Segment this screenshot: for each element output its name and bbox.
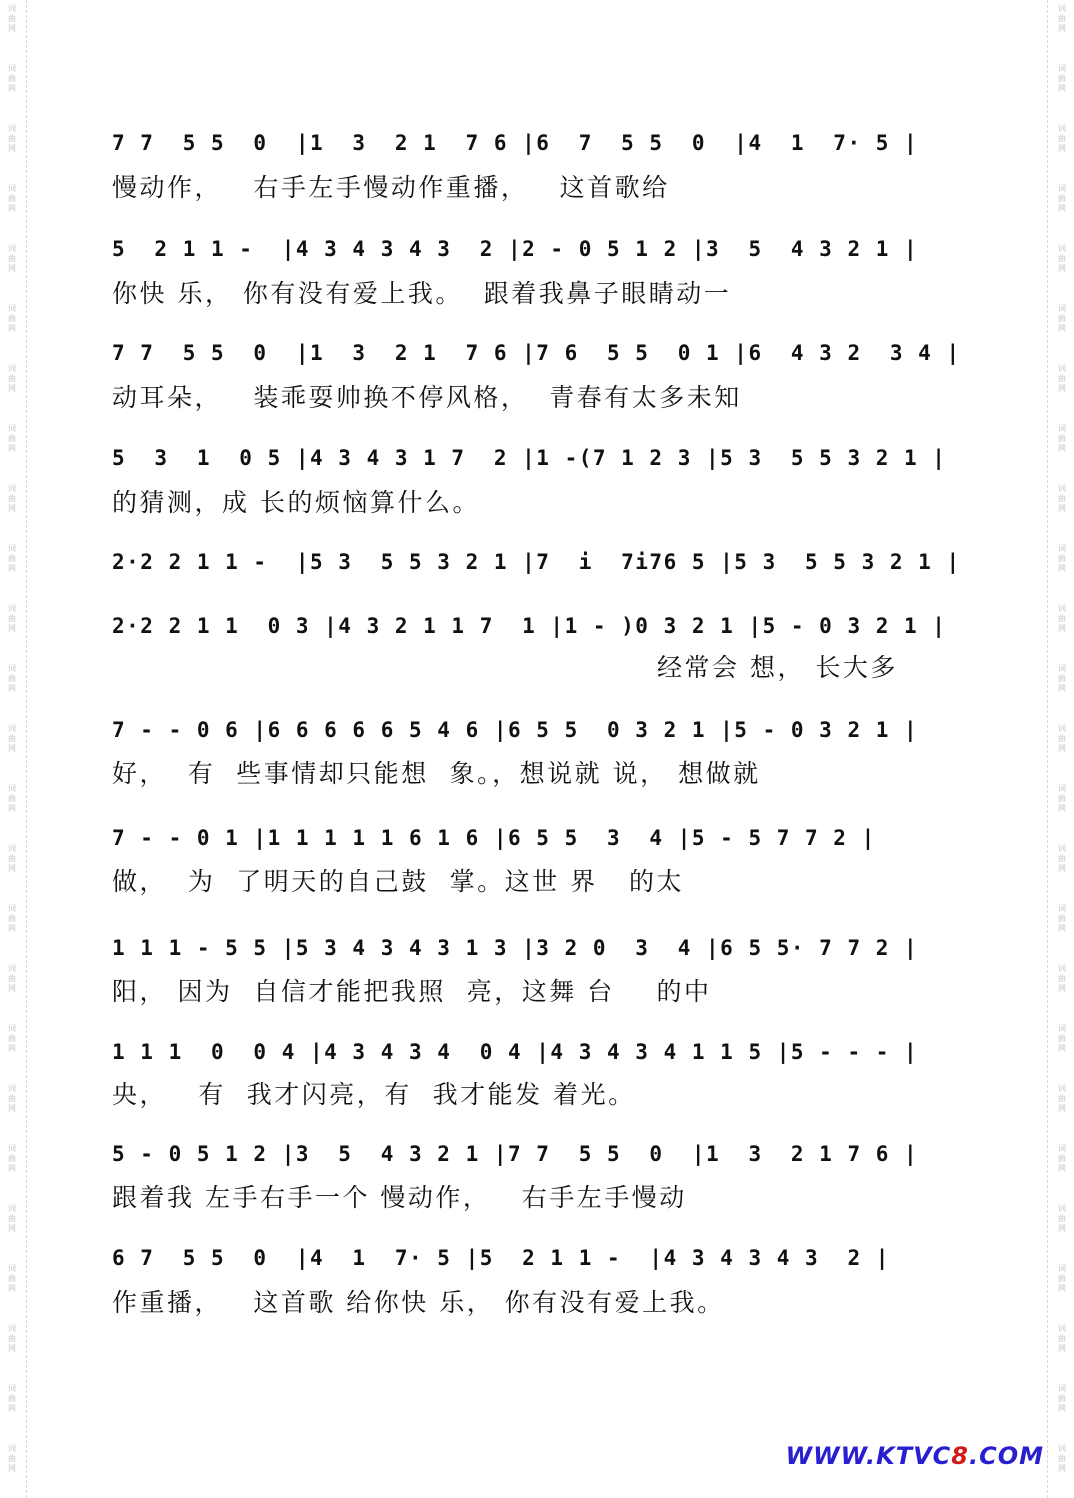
lyric-line: 慢动作， 右手左手慢动作重播， 这首歌给 (112, 173, 670, 202)
margin-watermark: 词 曲 网 (8, 1144, 16, 1173)
margin-watermark: 词 曲 网 (1058, 1384, 1066, 1413)
margin-watermark: 词 曲 网 (8, 304, 16, 333)
notation-line: 2·2 2 1 1 - |5 3 5 5 3 2 1 |7 i 7i76 5 |5 3 5 5 3 2 1 | (112, 550, 961, 574)
lyric-line: 做， 为 了明天的自己鼓 掌。这世 界 的太 (112, 867, 684, 896)
margin-watermark: 词 曲 网 (1058, 724, 1066, 753)
margin-watermark: 词 曲 网 (8, 904, 16, 933)
margin-watermark: 词 曲 网 (1058, 1204, 1066, 1233)
lyric-line: 跟着我 左手右手一个 慢动作， 右手左手慢动 (112, 1183, 687, 1212)
margin-watermark: 词 曲 网 (1058, 1324, 1066, 1353)
margin-watermark: 词 曲 网 (1058, 604, 1066, 633)
margin-watermark: 词 曲 网 (8, 364, 16, 393)
lyric-line: 动耳朵， 装乖耍帅换不停风格， 青春有太多未知 (112, 383, 742, 412)
notation-line: 2·2 2 1 1 0 3 |4 3 2 1 1 7 1 |1 - )0 3 2 1 |5 - 0 3 2 1 | (112, 614, 947, 638)
notation-line: 1 1 1 0 0 4 |4 3 4 3 4 0 4 |4 3 4 3 4 1 1 5 |5 - - - | (112, 1040, 919, 1064)
margin-watermark: 词 曲 网 (8, 184, 16, 213)
margin-watermark: 词 曲 网 (8, 1204, 16, 1233)
notation-line: 5 2 1 1 - |4 3 4 3 4 3 2 |2 - 0 5 1 2 |3 5 4 3 2 1 | (112, 237, 919, 261)
margin-watermark: 词 曲 网 (8, 724, 16, 753)
lyric-line: 好， 有 些事情却只能想 象。，想说就 说， 想做就 (112, 759, 761, 788)
margin-watermark: 词 曲 网 (8, 964, 16, 993)
site-watermark (786, 1442, 1044, 1470)
lyric-line: 经常会 想， 长大多 (657, 653, 898, 682)
margin-watermark: 词 曲 网 (8, 484, 16, 513)
margin-watermark: 词 曲 网 (8, 844, 16, 873)
margin-watermark: 词 曲 网 (1058, 1144, 1066, 1173)
margin-watermark: 词 曲 网 (1058, 304, 1066, 333)
margin-watermark: 词 曲 网 (8, 424, 16, 453)
lyric-line: 的猜测，成 长的烦恼算什么。 (112, 488, 480, 517)
margin-watermark: 词 曲 网 (1058, 664, 1066, 693)
notation-line: 5 3 1 0 5 |4 3 4 3 1 7 2 |1 -(7 1 2 3 |5 3 5 5 3 2 1 | (112, 446, 947, 470)
site-prefix: WWW.KTVC (785, 1442, 952, 1470)
margin-watermark: 词 曲 网 (1058, 1264, 1066, 1293)
margin-watermark: 词 曲 网 (1058, 964, 1066, 993)
margin-watermark: 词 曲 网 (1058, 244, 1066, 273)
lyric-line: 你快 乐， 你有没有爱上我。 跟着我鼻子眼睛动一 (112, 279, 732, 308)
notation-line: 5 - 0 5 1 2 |3 5 4 3 2 1 |7 7 5 5 0 |1 3 2 1 7 6 | (112, 1142, 919, 1166)
site-suffix: .COM (968, 1442, 1044, 1470)
margin-watermark: 词 曲 网 (8, 544, 16, 573)
margin-watermark: 词 曲 网 (8, 784, 16, 813)
margin-watermark: 词 曲 网 (8, 1024, 16, 1053)
margin-watermark: 词 曲 网 (1058, 1024, 1066, 1053)
margin-watermark: 词 曲 网 (8, 1384, 16, 1413)
notation-line: 7 7 5 5 0 |1 3 2 1 7 6 |7 6 5 5 0 1 |6 4 3 2 3 4 | (112, 341, 961, 365)
margin-watermark: 词 曲 网 (8, 4, 16, 33)
lyric-line: 作重播， 这首歌 给你快 乐， 你有没有爱上我。 (112, 1288, 725, 1317)
notation-line: 7 - - 0 6 |6 6 6 6 6 5 4 6 |6 5 5 0 3 2 1 |5 - 0 3 2 1 | (112, 718, 919, 742)
margin-watermark: 词 曲 网 (1058, 364, 1066, 393)
margin-watermark: 词 曲 网 (1058, 124, 1066, 153)
lyric-line: 阳， 因为 自信才能把我照 亮，这舞 台 的中 (112, 977, 712, 1006)
margin-watermark: 词 曲 网 (8, 1264, 16, 1293)
margin-watermark: 词 曲 网 (1058, 1084, 1066, 1113)
margin-watermark: 词 曲 网 (1058, 424, 1066, 453)
notation-line: 7 - - 0 1 |1 1 1 1 1 6 1 6 |6 5 5 3 4 |5 - 5 7 7 2 | (112, 826, 876, 850)
notation-line: 7 7 5 5 0 |1 3 2 1 7 6 |6 7 5 5 0 |4 1 7· 5 | (112, 131, 919, 155)
margin-watermark: 词 曲 网 (8, 244, 16, 273)
site-digit: 8 (951, 1442, 969, 1470)
notation-line: 6 7 5 5 0 |4 1 7· 5 |5 2 1 1 - |4 3 4 3 4 3 2 | (112, 1246, 890, 1270)
margin-watermark: 词 曲 网 (1058, 484, 1066, 513)
margin-watermark: 词 曲 网 (8, 1084, 16, 1113)
margin-watermark: 词 曲 网 (1058, 1444, 1066, 1473)
notation-line: 1 1 1 - 5 5 |5 3 4 3 4 3 1 3 |3 2 0 3 4 |6 5 5· 7 7 2 | (112, 936, 919, 960)
margin-watermark: 词 曲 网 (1058, 64, 1066, 93)
margin-watermark: 词 曲 网 (1058, 4, 1066, 33)
margin-watermark: 词 曲 网 (8, 1444, 16, 1473)
margin-watermark: 词 曲 网 (8, 664, 16, 693)
margin-watermark: 词 曲 网 (8, 1324, 16, 1353)
margin-watermark: 词 曲 网 (8, 64, 16, 93)
margin-watermark: 词 曲 网 (1058, 844, 1066, 873)
margin-watermark: 词 曲 网 (1058, 904, 1066, 933)
lyric-line: 央， 有 我才闪亮，有 我才能发 着光。 (112, 1080, 636, 1109)
margin-watermark: 词 曲 网 (1058, 544, 1066, 573)
margin-watermark: 词 曲 网 (1058, 784, 1066, 813)
margin-watermark: 词 曲 网 (8, 604, 16, 633)
margin-watermark: 词 曲 网 (8, 124, 16, 153)
margin-watermark: 词 曲 网 (1058, 184, 1066, 213)
